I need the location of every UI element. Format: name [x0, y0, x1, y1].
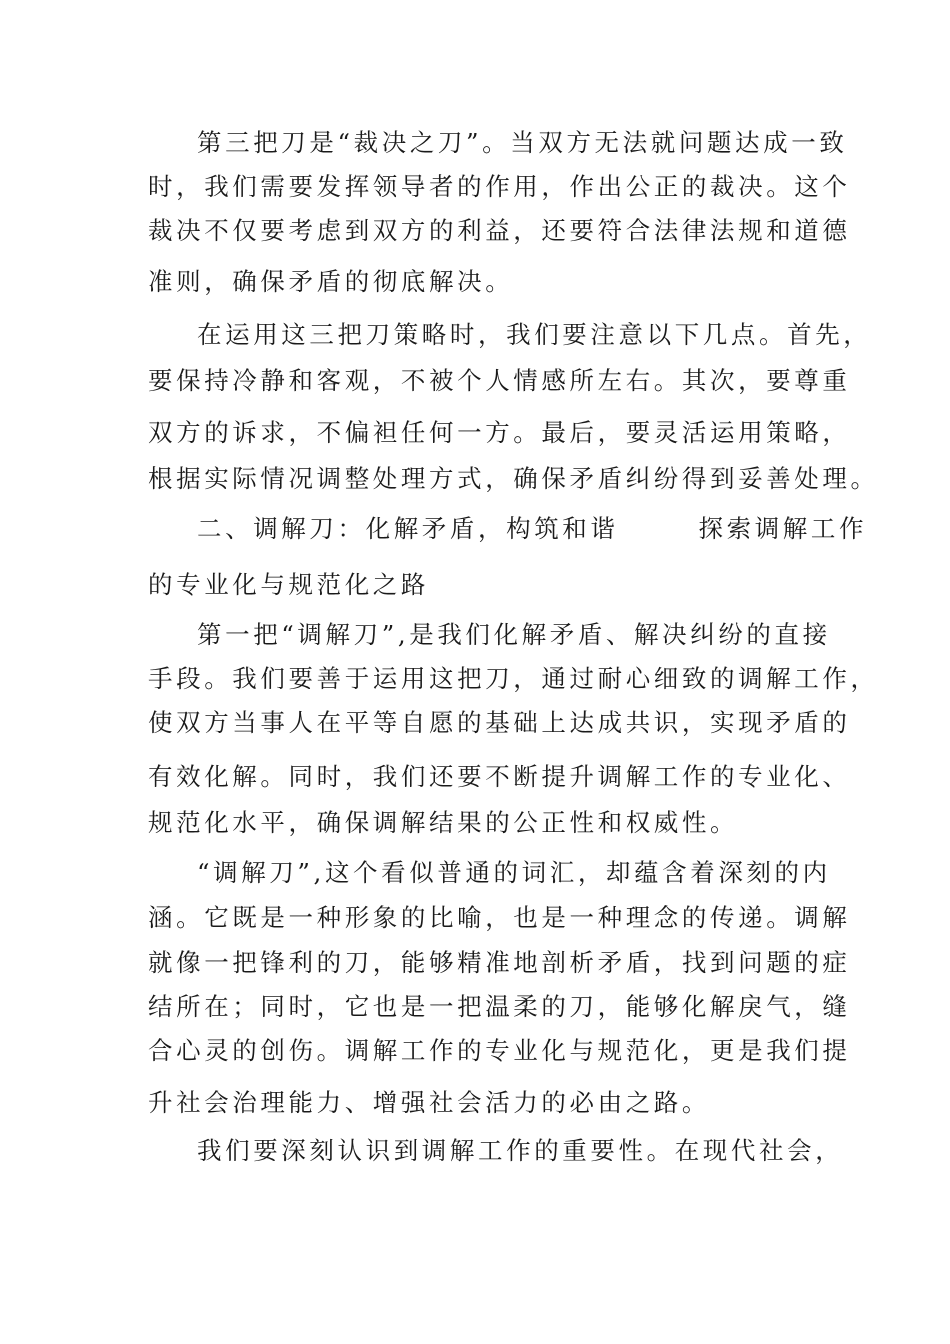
paragraph-2-line-1: 在运用这三把刀策略时，我们要注意以下几点。首先， — [197, 320, 872, 349]
paragraph-4-line-6: 升社会治理能力、增强社会活力的必由之路。 — [148, 1088, 710, 1117]
paragraph-3-line-3: 使双方当事人在平等自愿的基础上达成共识，实现矛盾的 — [148, 708, 851, 737]
paragraph-5-line-1: 我们要深刻认识到调解工作的重要性。在现代社会， — [197, 1136, 844, 1165]
section-heading-line-2: 的专业化与规范化之路 — [148, 570, 429, 599]
paragraph-4-line-1: “调解刀”,这个看似普通的词汇，却蕴含着深刻的内 — [197, 858, 831, 887]
paragraph-3-line-5: 规范化水平，确保调解结果的公正性和权威性。 — [148, 808, 739, 837]
paragraph-1-line-2: 时，我们需要发挥领导者的作用，作出公正的裁决。这个 — [148, 172, 851, 201]
paragraph-2-line-3: 双方的诉求，不偏袒任何一方。最后，要灵活运用策略， — [148, 418, 851, 447]
paragraph-3-line-1: 第一把“调解刀”,是我们化解矛盾、解决纠纷的直接 — [197, 620, 831, 649]
section-heading-part-2: 探索调解工作 — [698, 514, 868, 543]
paragraph-4-line-4: 结所在；同时，它也是一把温柔的刀，能够化解戾气，缝 — [148, 992, 851, 1021]
paragraph-3-line-2: 手段。我们要善于运用这把刀，通过耐心细致的调解工作， — [148, 664, 879, 693]
paragraph-1-line-4: 准则，确保矛盾的彻底解决。 — [148, 267, 514, 296]
paragraph-1-line-3: 裁决不仅要考虑到双方的利益，还要符合法律法规和道德 — [148, 216, 851, 245]
paragraph-2-line-4: 根据实际情况调整处理方式，确保矛盾纠纷得到妥善处理。 — [148, 464, 879, 493]
paragraph-3-line-4: 有效化解。同时，我们还要不断提升调解工作的专业化、 — [148, 762, 851, 791]
paragraph-2-line-2: 要保持冷静和客观，不被个人情感所左右。其次，要尊重 — [148, 366, 851, 395]
section-heading — [197, 514, 867, 544]
section-heading-part-1: 二、调解刀：化解矛盾，构筑和谐 — [197, 514, 619, 543]
paragraph-1-line-1: 第三把刀是“裁决之刀”。当双方无法就问题达成一致 — [197, 128, 848, 157]
paragraph-4-line-5: 合心灵的创伤。调解工作的专业化与规范化，更是我们提 — [148, 1036, 851, 1065]
paragraph-4-line-2: 涵。它既是一种形象的比喻，也是一种理念的传递。调解 — [148, 903, 851, 932]
paragraph-4-line-3: 就像一把锋利的刀，能够精准地剖析矛盾，找到问题的症 — [148, 948, 851, 977]
